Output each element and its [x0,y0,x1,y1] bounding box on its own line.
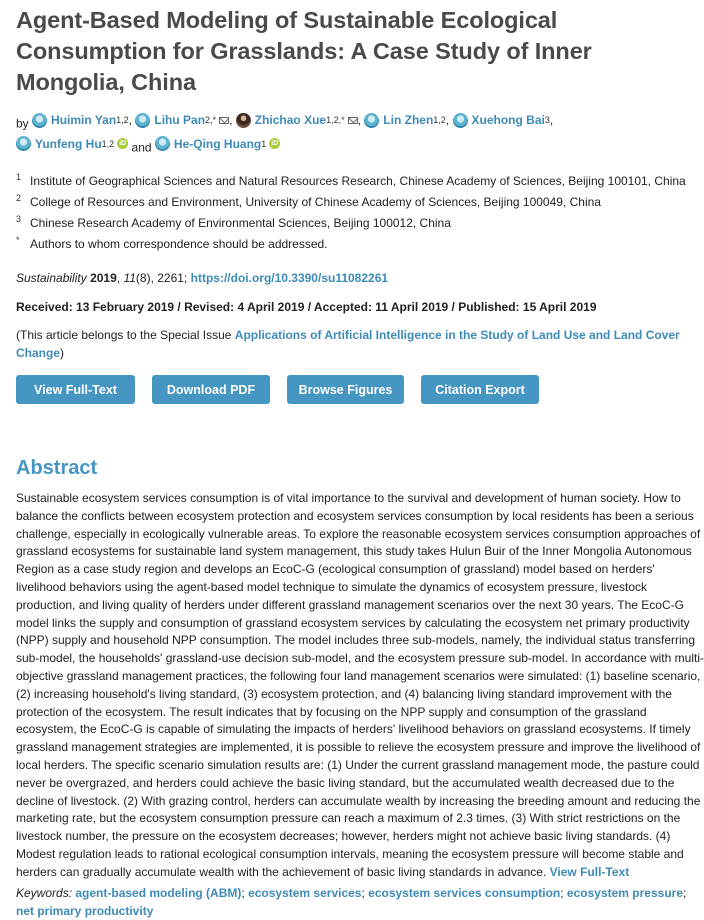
affiliation-text: College of Resources and Environment, University of Chinese Academy of Sciences, Beijing 100049, China [30,195,601,209]
author-avatar-icon [453,113,468,128]
citation-export-button[interactable]: Citation Export [421,375,539,404]
author-yunfeng-hu: Yunfeng Hu 1,2 iD [16,134,128,154]
author-link[interactable]: Xuehong Bai [471,113,545,127]
and-word: and [131,140,152,154]
author-avatar-icon [155,136,170,151]
author-link[interactable]: He-Qing Huang [173,136,262,151]
download-pdf-button[interactable]: Download PDF [152,375,270,404]
author-huimin-yan: Huimin Yan 1,2 , [32,110,132,130]
author-avatar-icon [364,113,379,128]
journal-name: Sustainability [16,271,87,285]
authors-prefix: by [16,116,29,131]
affiliation-text: Authors to whom correspondence should be addressed. [30,237,328,251]
author-link[interactable]: Lihu Pan [154,113,206,127]
keyword-link[interactable]: ecosystem services [248,885,362,900]
citation-issue: (8), 2261; [135,271,188,285]
special-issue-note [16,326,696,362]
special-issue-suffix: ) [60,346,65,360]
author-avatar-icon [16,136,31,151]
mail-icon[interactable] [219,117,229,124]
author-link[interactable]: Zhichao Xue [254,113,327,127]
orcid-icon[interactable]: iD [271,140,279,147]
action-buttons [16,375,696,404]
affiliation-item [16,213,696,234]
affiliation-number: * [16,235,20,245]
affiliation-text: Institute of Geographical Sciences and Natural Resources Research, Chinese Academy of Sciences, Beijing 100101, China [30,174,686,188]
author-link[interactable]: Lin Zhen [383,113,434,127]
affiliations [16,171,696,255]
view-full-text-button[interactable]: View Full-Text [16,375,135,404]
author-avatar-icon [135,113,150,128]
doi-link[interactable]: https://doi.org/10.3390/su11082261 [190,271,389,285]
abstract-text: Sustainable ecosystem services consumption is of vital importance to the survival and development of human society. How to balance the conflicts between ecosystem protection and ecosystem services consumption by local residents has been a serious challenge, especially in ecologically vulnerable areas. To explore the reasonable ecosystem services consumption approaches of grassland ecosystems for sustainable land system management, this study takes Hulun Buir of the Inner Mongolia Autonomous Region as a case study region and develops an EcoC-G (ecological consumption of grassland) model based on herders' livelihood behaviors using the agent-based model technique to simulate the dynamics of ecosystem pressure, livestock production, and living quality of herders under different grassland management scenarios over the next 30 years. The EcoC-G model links the supply and consumption of grassland ecosystem services by calculating the ecosystem net primary productivity (NPP) supply and household NPP consumption. The model includes three sub-models, namely, the individual status transferring sub-model, the households' grassland-use decision sub-model, and the ecosystem pressure sub-model. In accordance with multi-objective grassland management practices, the following four land management scenarios were simulated: (1) baseline scenario, (2) increasing household's living standard, (3) ecosystem protection, and (4) balancing living standard improvement with the protection of the ecosystem. The result indicates that by focusing on the NPP supply and consumption of the grassland ecosystem, the EcoC-G is capable of simulating the impacts of herders' livelihood behaviors on grassland ecosystems. If timely grassland management strategies are implemented, it is possible to relieve the ecosystem pressure and improve the livelihood of local herders. The specific scenario simulation results are: (1) Under the current grassland management mode, the pasture could never be overgrazed, and herders could achieve the basic living standard, but the accumulated wealth decreased due to the decline of livestock. (2) With grazing control, herders can accumulate wealth by increasing the breeding amount and reducing the marketing rate, but the ecosystem consumption pressure can reach a maximum of 2.3 times. (3) With strict restrictions on the livestock number, the pressure on the ecosystem decreases; however, herders might not achieve basic living standards. (4) Modest regulation leads to rational ecological consumption intervals, meaning the ecosystem pressure will become stable and herders can gradually accumulate wealth with the achievement of basic living standards in advance. [16,491,704,879]
browse-figures-button[interactable]: Browse Figures [287,375,404,404]
keyword-link[interactable]: ecosystem services consumption [368,885,561,900]
author-link[interactable]: Yunfeng Hu [35,136,102,151]
affiliation-number: 3 [16,214,22,224]
citation-volume: 11 [123,271,136,285]
special-issue-link[interactable]: Applications of Artificial Intelligence in the Study of Land Use and Land Cover Change [16,328,680,360]
affiliation-item [16,192,696,213]
keyword-link[interactable]: agent-based modeling (ABM) [75,885,242,900]
keywords: Keywords: agent-based modeling (ABM); ecosystem services; ecosystem services consumption; ecosystem pressure; net primary productivity [16,885,687,918]
mail-icon[interactable] [348,117,358,124]
abstract-heading: Abstract [16,457,98,479]
citation-year: 2019 [90,271,117,285]
citation-line: Sustainability 2019, 11(8), 2261; https://doi.org/10.3390/su11082261 [16,271,389,285]
keywords-label: Keywords: [16,885,73,900]
abstract-body [16,490,704,882]
author-link[interactable]: Huimin Yan [51,113,117,127]
author-lin-zhen: Lin Zhen 1,2 , [364,110,449,130]
orcid-icon[interactable]: iD [119,140,127,147]
affiliation-item [16,171,696,192]
author-avatar-icon [32,113,47,128]
affiliation-number: 1 [16,172,22,182]
author-he-qing-huang: He-Qing Huang 1 iD [155,134,280,154]
special-issue-prefix: (This article belongs to the Special Issue [16,328,235,342]
author-photo-icon [236,113,251,128]
affiliation-item [16,234,696,255]
author-list [16,110,696,157]
author-zhichao-xue: Zhichao Xue 1,2,* , [236,110,361,130]
keyword-link[interactable]: ecosystem pressure [566,885,683,900]
author-lihu-pan: Lihu Pan 2,* , [135,110,232,130]
publication-dates: Received: 13 February 2019 / Revised: 4 April 2019 / Accepted: 11 April 2019 / Published: 15 April 2019 [16,300,597,314]
author-xuehong-bai: Xuehong Bai 3 , [453,110,554,130]
keyword-link[interactable]: net primary productivity [16,903,154,918]
affiliation-text: Chinese Research Academy of Environmental Sciences, Beijing 100012, China [30,216,451,230]
affiliation-number: 2 [16,193,22,203]
article-title: Agent-Based Modeling of Sustainable Ecological Consumption for Grasslands: A Case Study of Inner Mongolia, China [16,7,592,95]
abstract-view-full-text-link[interactable]: View Full-Text [549,864,630,879]
